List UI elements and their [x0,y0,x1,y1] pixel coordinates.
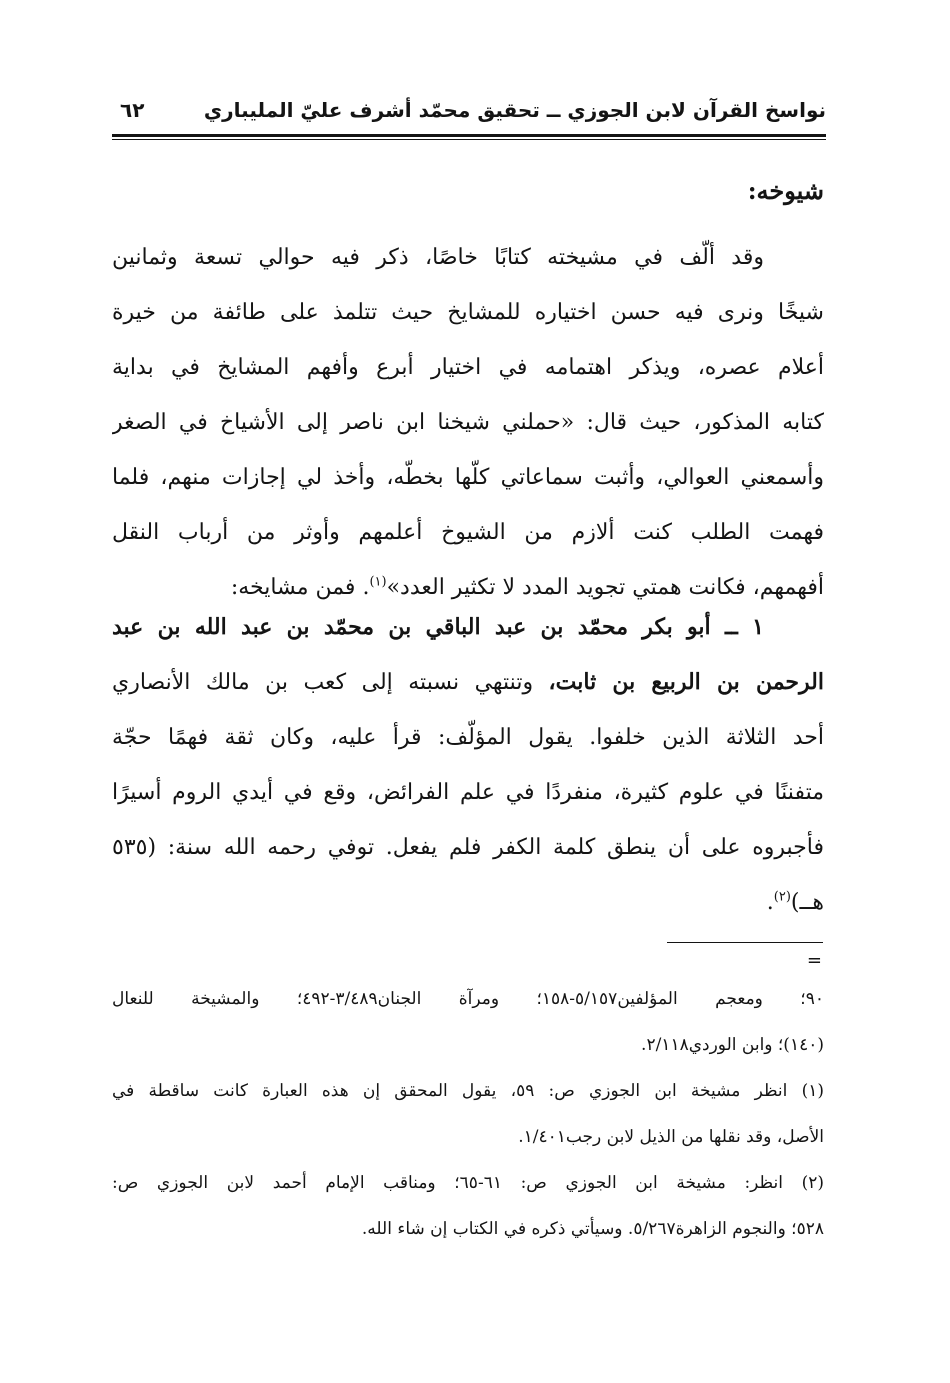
text-line: فأجبروه على أن ينطق كلمة الكفر فلم يفعل. توفي رحمه الله سنة: (٥٣٥ [112,835,824,860]
entry-heading-line: ١ ــ أبو بكر محمّد بن عبد الباقي بن محمّد بن عبد الله بن عبد [112,614,764,640]
header-title: نواسخ القرآن لابن الجوزي ــ تحقيق محمّد أشرف عليّ المليباري [203,98,826,122]
continuation-mark: = [806,950,822,971]
footnotes [112,976,824,1252]
footnote-line: (١٤٠)؛ وابن الوردي٢/١١٨. [641,1035,824,1055]
footnote-line: ٩٠؛ ومعجم المؤلفين٥/١٥٧-١٥٨؛ ومرآة الجنان٣/٤٨٩-٤٩٢؛ والمشيخة للنعال [112,989,824,1009]
footnote-ref: (١) [369,574,387,590]
running-header [112,96,826,138]
text-line: كتابه المذكور، حيث قال: «حملني شيخنا ابن ناصر إلى الأشياخ في الصغر [112,410,824,435]
footnote-line: (١) انظر مشيخة ابن الجوزي ص: ٥٩، يقول المحقق إن هذه العبارة كانت ساقطة في [112,1081,824,1101]
text-line: شيخًا ونرى فيه حسن اختياره للمشايخ حيث تتلمذ على طائفة من خيرة [112,300,824,325]
text-segment: وتنتهي نسبته إلى كعب بن مالك الأنصاري [112,670,549,695]
footnote-separator [667,942,823,943]
text-line: متفننًا في علوم كثيرة، منفردًا في علم الفرائض، وقع في أيدي الروم أسيرًا [112,780,824,805]
footnote-line: ٥٢٨؛ والنجوم الزاهرة٥/٢٦٧. وسيأتي ذكره في الكتاب إن شاء الله. [361,1219,824,1239]
section-heading: شيوخه: [747,176,824,205]
text-line [112,655,824,710]
entry-name-end: الرحمن بن الربيع بن ثابت، [548,669,824,695]
header-rule [112,134,826,137]
text-segment: هــ) [790,890,824,915]
text-line: فهمت الطلب كنت ألازم من الشيوخ أعلمهم وأوثر من أرباب النقل [112,520,824,545]
text-segment: أفهمهم، فكانت همتي تجويد المدد لا تكثير العدد» [386,575,824,600]
footnote-line: (٢) انظر: مشيخة ابن الجوزي ص: ٦١-٦٥؛ ومناقب الإمام أحمد لابن الجوزي ص: [112,1173,824,1193]
footnote-line: الأصل، وقد نقلها من الذيل لابن رجب١/٤٠١. [518,1127,824,1147]
text-line: وأسمعني العوالي، وأثبت سماعاتي كلّها بخطّه، وأخذ لي إجازات منهم، فلما [112,465,824,490]
text-line: أعلام عصره، ويذكر اهتمامه في اختيار أبرع وأفهم المشايخ في بداية [112,355,824,380]
header-rule-thin [112,139,826,140]
page-number: ٦٢ [120,98,145,122]
text-line [112,875,824,930]
footnote-ref: (٢) [773,889,791,905]
text-line: وقد ألّف في مشيخته كتابًا خاصًا، ذكر فيه حوالي تسعة وثمانين [112,245,764,270]
text-line: أحد الثلاثة الذين خلفوا. يقول المؤلّف: قرأ عليه، وكان ثقة فهمًا حجّة [112,725,824,750]
biography-entry [112,600,824,930]
intro-paragraph [112,230,824,615]
text-segment: . [766,890,774,915]
text-segment: . فمن مشايخه: [230,575,370,600]
